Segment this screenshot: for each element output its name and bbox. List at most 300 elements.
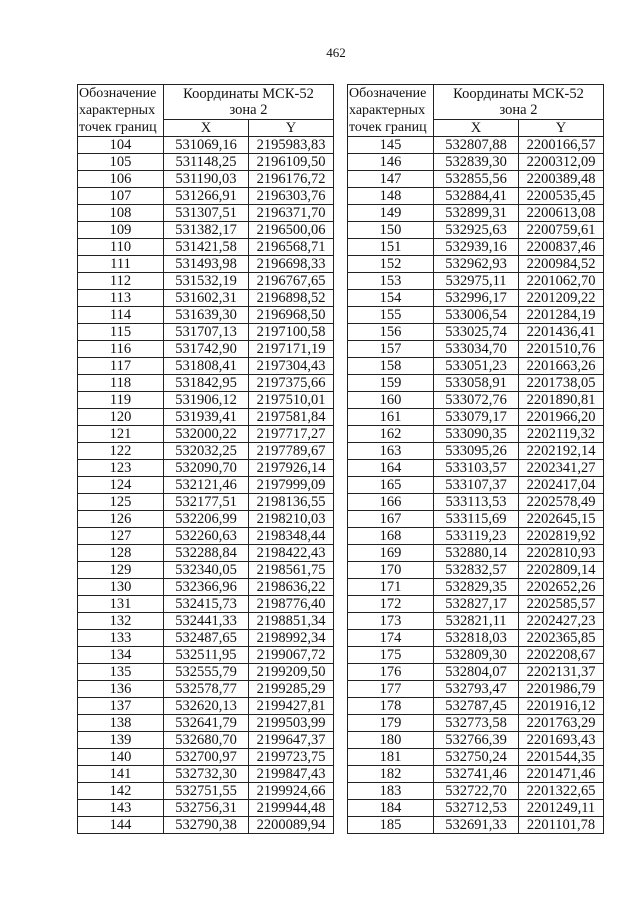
y-coordinate: 2198561,75 — [249, 562, 334, 579]
y-coordinate: 2199847,43 — [249, 766, 334, 783]
point-label-header: Обозначение — [78, 85, 164, 103]
point-id: 133 — [78, 630, 164, 647]
coord-system-title: Координаты МСК-52 — [434, 85, 604, 103]
table-row — [348, 766, 604, 783]
x-coordinate: 532855,56 — [434, 171, 519, 188]
x-coordinate: 531148,25 — [164, 154, 249, 171]
table-row — [78, 477, 334, 494]
x-coordinate: 531421,58 — [164, 239, 249, 256]
table-row — [348, 358, 604, 375]
x-coordinate: 532804,07 — [434, 664, 519, 681]
point-id: 143 — [78, 800, 164, 817]
x-coordinate: 533034,70 — [434, 341, 519, 358]
table-row — [78, 715, 334, 732]
point-id: 112 — [78, 273, 164, 290]
y-coordinate: 2197510,01 — [249, 392, 334, 409]
point-id: 148 — [348, 188, 434, 205]
table-row — [78, 324, 334, 341]
point-id: 146 — [348, 154, 434, 171]
table-row — [348, 494, 604, 511]
y-coordinate: 2196371,70 — [249, 205, 334, 222]
x-coordinate: 532807,88 — [434, 137, 519, 154]
table-row — [78, 562, 334, 579]
x-coordinate: 531190,03 — [164, 171, 249, 188]
point-id: 125 — [78, 494, 164, 511]
y-coordinate: 2202585,57 — [519, 596, 604, 613]
x-coordinate: 531842,95 — [164, 375, 249, 392]
x-coordinate: 532996,17 — [434, 290, 519, 307]
table-row — [348, 630, 604, 647]
table-row — [348, 154, 604, 171]
x-coordinate: 532787,45 — [434, 698, 519, 715]
table-row — [78, 205, 334, 222]
table-row — [78, 766, 334, 783]
point-id: 113 — [78, 290, 164, 307]
y-coordinate: 2201916,12 — [519, 698, 604, 715]
table-row — [78, 732, 334, 749]
x-coordinate: 532766,39 — [434, 732, 519, 749]
table-row — [348, 205, 604, 222]
x-coordinate: 532260,63 — [164, 528, 249, 545]
point-id: 172 — [348, 596, 434, 613]
y-coordinate: 2202119,32 — [519, 426, 604, 443]
x-coordinate: 532790,38 — [164, 817, 249, 834]
y-coordinate: 2202819,92 — [519, 528, 604, 545]
header-row — [348, 102, 604, 119]
point-id: 144 — [78, 817, 164, 834]
y-coordinate: 2197789,67 — [249, 443, 334, 460]
table-row — [348, 528, 604, 545]
y-coordinate: 2202365,85 — [519, 630, 604, 647]
point-id: 178 — [348, 698, 434, 715]
y-coordinate: 2196698,33 — [249, 256, 334, 273]
y-coordinate: 2198636,22 — [249, 579, 334, 596]
point-id: 151 — [348, 239, 434, 256]
point-id: 128 — [78, 545, 164, 562]
x-coordinate: 531906,12 — [164, 392, 249, 409]
table-row — [78, 681, 334, 698]
table-row — [78, 528, 334, 545]
point-id: 159 — [348, 375, 434, 392]
point-id: 110 — [78, 239, 164, 256]
point-id: 138 — [78, 715, 164, 732]
table-row — [78, 154, 334, 171]
table-row — [78, 698, 334, 715]
x-coordinate: 532691,33 — [434, 817, 519, 834]
point-id: 152 — [348, 256, 434, 273]
table-row — [78, 545, 334, 562]
x-coordinate: 531742,90 — [164, 341, 249, 358]
y-coordinate: 2197304,43 — [249, 358, 334, 375]
point-id: 158 — [348, 358, 434, 375]
table-row — [78, 443, 334, 460]
y-coordinate: 2196303,76 — [249, 188, 334, 205]
point-id: 132 — [78, 613, 164, 630]
point-id: 173 — [348, 613, 434, 630]
y-coordinate: 2202417,04 — [519, 477, 604, 494]
y-coordinate: 2199427,81 — [249, 698, 334, 715]
table-row — [78, 783, 334, 800]
table-row — [348, 188, 604, 205]
table-row — [348, 290, 604, 307]
point-id: 179 — [348, 715, 434, 732]
point-id: 183 — [348, 783, 434, 800]
x-coordinate: 533113,53 — [434, 494, 519, 511]
x-coordinate: 532641,79 — [164, 715, 249, 732]
y-coordinate: 2202652,26 — [519, 579, 604, 596]
point-id: 169 — [348, 545, 434, 562]
point-id: 120 — [78, 409, 164, 426]
point-id: 162 — [348, 426, 434, 443]
x-coordinate: 531707,13 — [164, 324, 249, 341]
table-row — [348, 817, 604, 834]
point-id: 184 — [348, 800, 434, 817]
y-coordinate: 2201890,81 — [519, 392, 604, 409]
table-row — [348, 647, 604, 664]
x-coordinate: 531808,41 — [164, 358, 249, 375]
y-coordinate: 2202341,27 — [519, 460, 604, 477]
x-coordinate: 533025,74 — [434, 324, 519, 341]
y-coordinate: 2198210,03 — [249, 511, 334, 528]
table-row — [348, 392, 604, 409]
point-id: 126 — [78, 511, 164, 528]
y-header: Y — [519, 119, 604, 137]
y-coordinate: 2197171,19 — [249, 341, 334, 358]
point-id: 135 — [78, 664, 164, 681]
y-coordinate: 2199647,37 — [249, 732, 334, 749]
x-coordinate: 532818,03 — [434, 630, 519, 647]
x-coordinate: 532821,11 — [434, 613, 519, 630]
y-coordinate: 2196500,06 — [249, 222, 334, 239]
point-id: 155 — [348, 307, 434, 324]
x-coordinate: 532712,53 — [434, 800, 519, 817]
x-coordinate: 531069,16 — [164, 137, 249, 154]
table-row — [348, 375, 604, 392]
table-row — [348, 783, 604, 800]
y-coordinate: 2202131,37 — [519, 664, 604, 681]
x-header: X — [434, 119, 519, 137]
table-row — [348, 698, 604, 715]
table-row — [348, 562, 604, 579]
y-coordinate: 2201101,78 — [519, 817, 604, 834]
table-row — [78, 511, 334, 528]
table-row — [78, 409, 334, 426]
table-row — [78, 256, 334, 273]
y-coordinate: 2202208,67 — [519, 647, 604, 664]
x-coordinate: 532722,70 — [434, 783, 519, 800]
table-row — [78, 596, 334, 613]
y-coordinate: 2201284,19 — [519, 307, 604, 324]
table-row — [78, 817, 334, 834]
table-row — [78, 375, 334, 392]
point-id: 121 — [78, 426, 164, 443]
y-coordinate: 2202578,49 — [519, 494, 604, 511]
point-label-header: характерных — [78, 102, 164, 119]
y-coordinate: 2200535,45 — [519, 188, 604, 205]
point-label-header: точек границ — [78, 119, 164, 137]
coord-zone: зона 2 — [164, 102, 334, 119]
point-id: 140 — [78, 749, 164, 766]
point-id: 163 — [348, 443, 434, 460]
table-row — [348, 341, 604, 358]
y-coordinate: 2200389,48 — [519, 171, 604, 188]
y-coordinate: 2198422,43 — [249, 545, 334, 562]
x-coordinate: 532415,73 — [164, 596, 249, 613]
x-coordinate: 532925,63 — [434, 222, 519, 239]
point-id: 107 — [78, 188, 164, 205]
point-id: 118 — [78, 375, 164, 392]
x-coordinate: 531493,98 — [164, 256, 249, 273]
point-label-header: характерных — [348, 102, 434, 119]
x-coordinate: 533006,54 — [434, 307, 519, 324]
y-coordinate: 2198348,44 — [249, 528, 334, 545]
table-row — [78, 358, 334, 375]
point-id: 174 — [348, 630, 434, 647]
table-row — [348, 460, 604, 477]
point-id: 149 — [348, 205, 434, 222]
point-id: 175 — [348, 647, 434, 664]
x-coordinate: 532809,30 — [434, 647, 519, 664]
y-coordinate: 2202645,15 — [519, 511, 604, 528]
y-coordinate: 2202192,14 — [519, 443, 604, 460]
point-id: 156 — [348, 324, 434, 341]
point-id: 131 — [78, 596, 164, 613]
y-coordinate: 2201209,22 — [519, 290, 604, 307]
x-coordinate: 532340,05 — [164, 562, 249, 579]
y-coordinate: 2201763,29 — [519, 715, 604, 732]
x-header: X — [164, 119, 249, 137]
y-coordinate: 2201249,11 — [519, 800, 604, 817]
table-row — [348, 426, 604, 443]
point-id: 106 — [78, 171, 164, 188]
point-id: 119 — [78, 392, 164, 409]
x-coordinate: 533051,23 — [434, 358, 519, 375]
x-coordinate: 531266,91 — [164, 188, 249, 205]
y-coordinate: 2197581,84 — [249, 409, 334, 426]
x-coordinate: 532680,70 — [164, 732, 249, 749]
y-coordinate: 2197999,09 — [249, 477, 334, 494]
y-coordinate: 2199067,72 — [249, 647, 334, 664]
y-coordinate: 2200613,08 — [519, 205, 604, 222]
table-row — [348, 239, 604, 256]
point-id: 171 — [348, 579, 434, 596]
x-coordinate: 531382,17 — [164, 222, 249, 239]
point-id: 154 — [348, 290, 434, 307]
table-row — [348, 681, 604, 698]
y-coordinate: 2196176,72 — [249, 171, 334, 188]
x-coordinate: 533107,37 — [434, 477, 519, 494]
table-row — [348, 732, 604, 749]
x-coordinate: 531602,31 — [164, 290, 249, 307]
x-coordinate: 533058,91 — [434, 375, 519, 392]
x-coordinate: 532756,31 — [164, 800, 249, 817]
table-row — [78, 392, 334, 409]
point-id: 176 — [348, 664, 434, 681]
x-coordinate: 532975,11 — [434, 273, 519, 290]
y-coordinate: 2196767,65 — [249, 273, 334, 290]
table-row — [78, 664, 334, 681]
point-id: 115 — [78, 324, 164, 341]
x-coordinate: 531639,30 — [164, 307, 249, 324]
y-coordinate: 2199924,66 — [249, 783, 334, 800]
table-row — [348, 613, 604, 630]
y-coordinate: 2201471,46 — [519, 766, 604, 783]
y-coordinate: 2199944,48 — [249, 800, 334, 817]
y-coordinate: 2201966,20 — [519, 409, 604, 426]
x-coordinate: 532177,51 — [164, 494, 249, 511]
point-id: 124 — [78, 477, 164, 494]
y-coordinate: 2198992,34 — [249, 630, 334, 647]
coord-system-title: Координаты МСК-52 — [164, 85, 334, 103]
y-coordinate: 2198851,34 — [249, 613, 334, 630]
table-row — [78, 290, 334, 307]
y-coordinate: 2202427,23 — [519, 613, 604, 630]
table-row — [348, 273, 604, 290]
table-row — [348, 715, 604, 732]
table-row — [348, 409, 604, 426]
point-id: 122 — [78, 443, 164, 460]
point-id: 166 — [348, 494, 434, 511]
point-id: 111 — [78, 256, 164, 273]
point-id: 160 — [348, 392, 434, 409]
point-id: 134 — [78, 647, 164, 664]
coordinates-table-left — [77, 84, 334, 834]
x-coordinate: 532962,93 — [434, 256, 519, 273]
table-row — [78, 460, 334, 477]
point-id: 130 — [78, 579, 164, 596]
x-coordinate: 532366,96 — [164, 579, 249, 596]
y-coordinate: 2197100,58 — [249, 324, 334, 341]
y-coordinate: 2199209,50 — [249, 664, 334, 681]
x-coordinate: 533072,76 — [434, 392, 519, 409]
x-coordinate: 533079,17 — [434, 409, 519, 426]
header-row — [348, 85, 604, 103]
point-id: 129 — [78, 562, 164, 579]
x-coordinate: 532829,35 — [434, 579, 519, 596]
page-number: 462 — [326, 45, 346, 60]
point-id: 181 — [348, 749, 434, 766]
table-row — [78, 749, 334, 766]
header-row — [348, 119, 604, 137]
point-id: 150 — [348, 222, 434, 239]
header-row — [78, 102, 334, 119]
table-row — [348, 443, 604, 460]
y-coordinate: 2201322,65 — [519, 783, 604, 800]
coord-zone: зона 2 — [434, 102, 604, 119]
x-coordinate: 531939,41 — [164, 409, 249, 426]
point-id: 185 — [348, 817, 434, 834]
table-row — [348, 596, 604, 613]
y-coordinate: 2197926,14 — [249, 460, 334, 477]
x-coordinate: 532487,65 — [164, 630, 249, 647]
point-id: 136 — [78, 681, 164, 698]
point-label-header: точек границ — [348, 119, 434, 137]
x-coordinate: 532206,99 — [164, 511, 249, 528]
x-coordinate: 532732,30 — [164, 766, 249, 783]
table-row — [78, 137, 334, 154]
y-coordinate: 2201510,76 — [519, 341, 604, 358]
point-id: 161 — [348, 409, 434, 426]
table-row — [78, 800, 334, 817]
table-row — [78, 494, 334, 511]
table-row — [78, 647, 334, 664]
y-coordinate: 2196568,71 — [249, 239, 334, 256]
point-id: 147 — [348, 171, 434, 188]
table-row — [348, 511, 604, 528]
x-coordinate: 532032,25 — [164, 443, 249, 460]
x-coordinate: 532899,31 — [434, 205, 519, 222]
y-coordinate: 2198776,40 — [249, 596, 334, 613]
x-coordinate: 532773,58 — [434, 715, 519, 732]
point-id: 164 — [348, 460, 434, 477]
point-id: 167 — [348, 511, 434, 528]
table-row — [78, 239, 334, 256]
table-row — [348, 664, 604, 681]
x-coordinate: 532000,22 — [164, 426, 249, 443]
table-row — [78, 188, 334, 205]
table-row — [78, 307, 334, 324]
x-coordinate: 532620,13 — [164, 698, 249, 715]
y-coordinate: 2200837,46 — [519, 239, 604, 256]
point-id: 139 — [78, 732, 164, 749]
point-id: 127 — [78, 528, 164, 545]
x-coordinate: 531532,19 — [164, 273, 249, 290]
x-coordinate: 532839,30 — [434, 154, 519, 171]
point-id: 170 — [348, 562, 434, 579]
y-coordinate: 2202810,93 — [519, 545, 604, 562]
table-row — [78, 171, 334, 188]
y-coordinate: 2197717,27 — [249, 426, 334, 443]
table-row — [78, 222, 334, 239]
x-coordinate: 532751,55 — [164, 783, 249, 800]
point-id: 116 — [78, 341, 164, 358]
y-coordinate: 2201986,79 — [519, 681, 604, 698]
point-id: 165 — [348, 477, 434, 494]
x-coordinate: 532288,84 — [164, 545, 249, 562]
point-id: 123 — [78, 460, 164, 477]
point-id: 109 — [78, 222, 164, 239]
y-coordinate: 2201663,26 — [519, 358, 604, 375]
y-coordinate: 2202809,14 — [519, 562, 604, 579]
y-coordinate: 2197375,66 — [249, 375, 334, 392]
y-coordinate: 2201436,41 — [519, 324, 604, 341]
y-header: Y — [249, 119, 334, 137]
table-row — [348, 545, 604, 562]
point-id: 180 — [348, 732, 434, 749]
y-coordinate: 2196898,52 — [249, 290, 334, 307]
point-label-header: Обозначение — [348, 85, 434, 103]
table-row — [348, 749, 604, 766]
x-coordinate: 532880,14 — [434, 545, 519, 562]
point-id: 117 — [78, 358, 164, 375]
y-coordinate: 2200089,94 — [249, 817, 334, 834]
y-coordinate: 2199723,75 — [249, 749, 334, 766]
x-coordinate: 532827,17 — [434, 596, 519, 613]
y-coordinate: 2201738,05 — [519, 375, 604, 392]
x-coordinate: 533103,57 — [434, 460, 519, 477]
y-coordinate: 2199285,29 — [249, 681, 334, 698]
table-row — [348, 579, 604, 596]
x-coordinate: 532700,97 — [164, 749, 249, 766]
point-id: 145 — [348, 137, 434, 154]
point-id: 177 — [348, 681, 434, 698]
point-id: 142 — [78, 783, 164, 800]
x-coordinate: 532441,33 — [164, 613, 249, 630]
header-row — [78, 85, 334, 103]
point-id: 105 — [78, 154, 164, 171]
x-coordinate: 532939,16 — [434, 239, 519, 256]
table-row — [78, 579, 334, 596]
